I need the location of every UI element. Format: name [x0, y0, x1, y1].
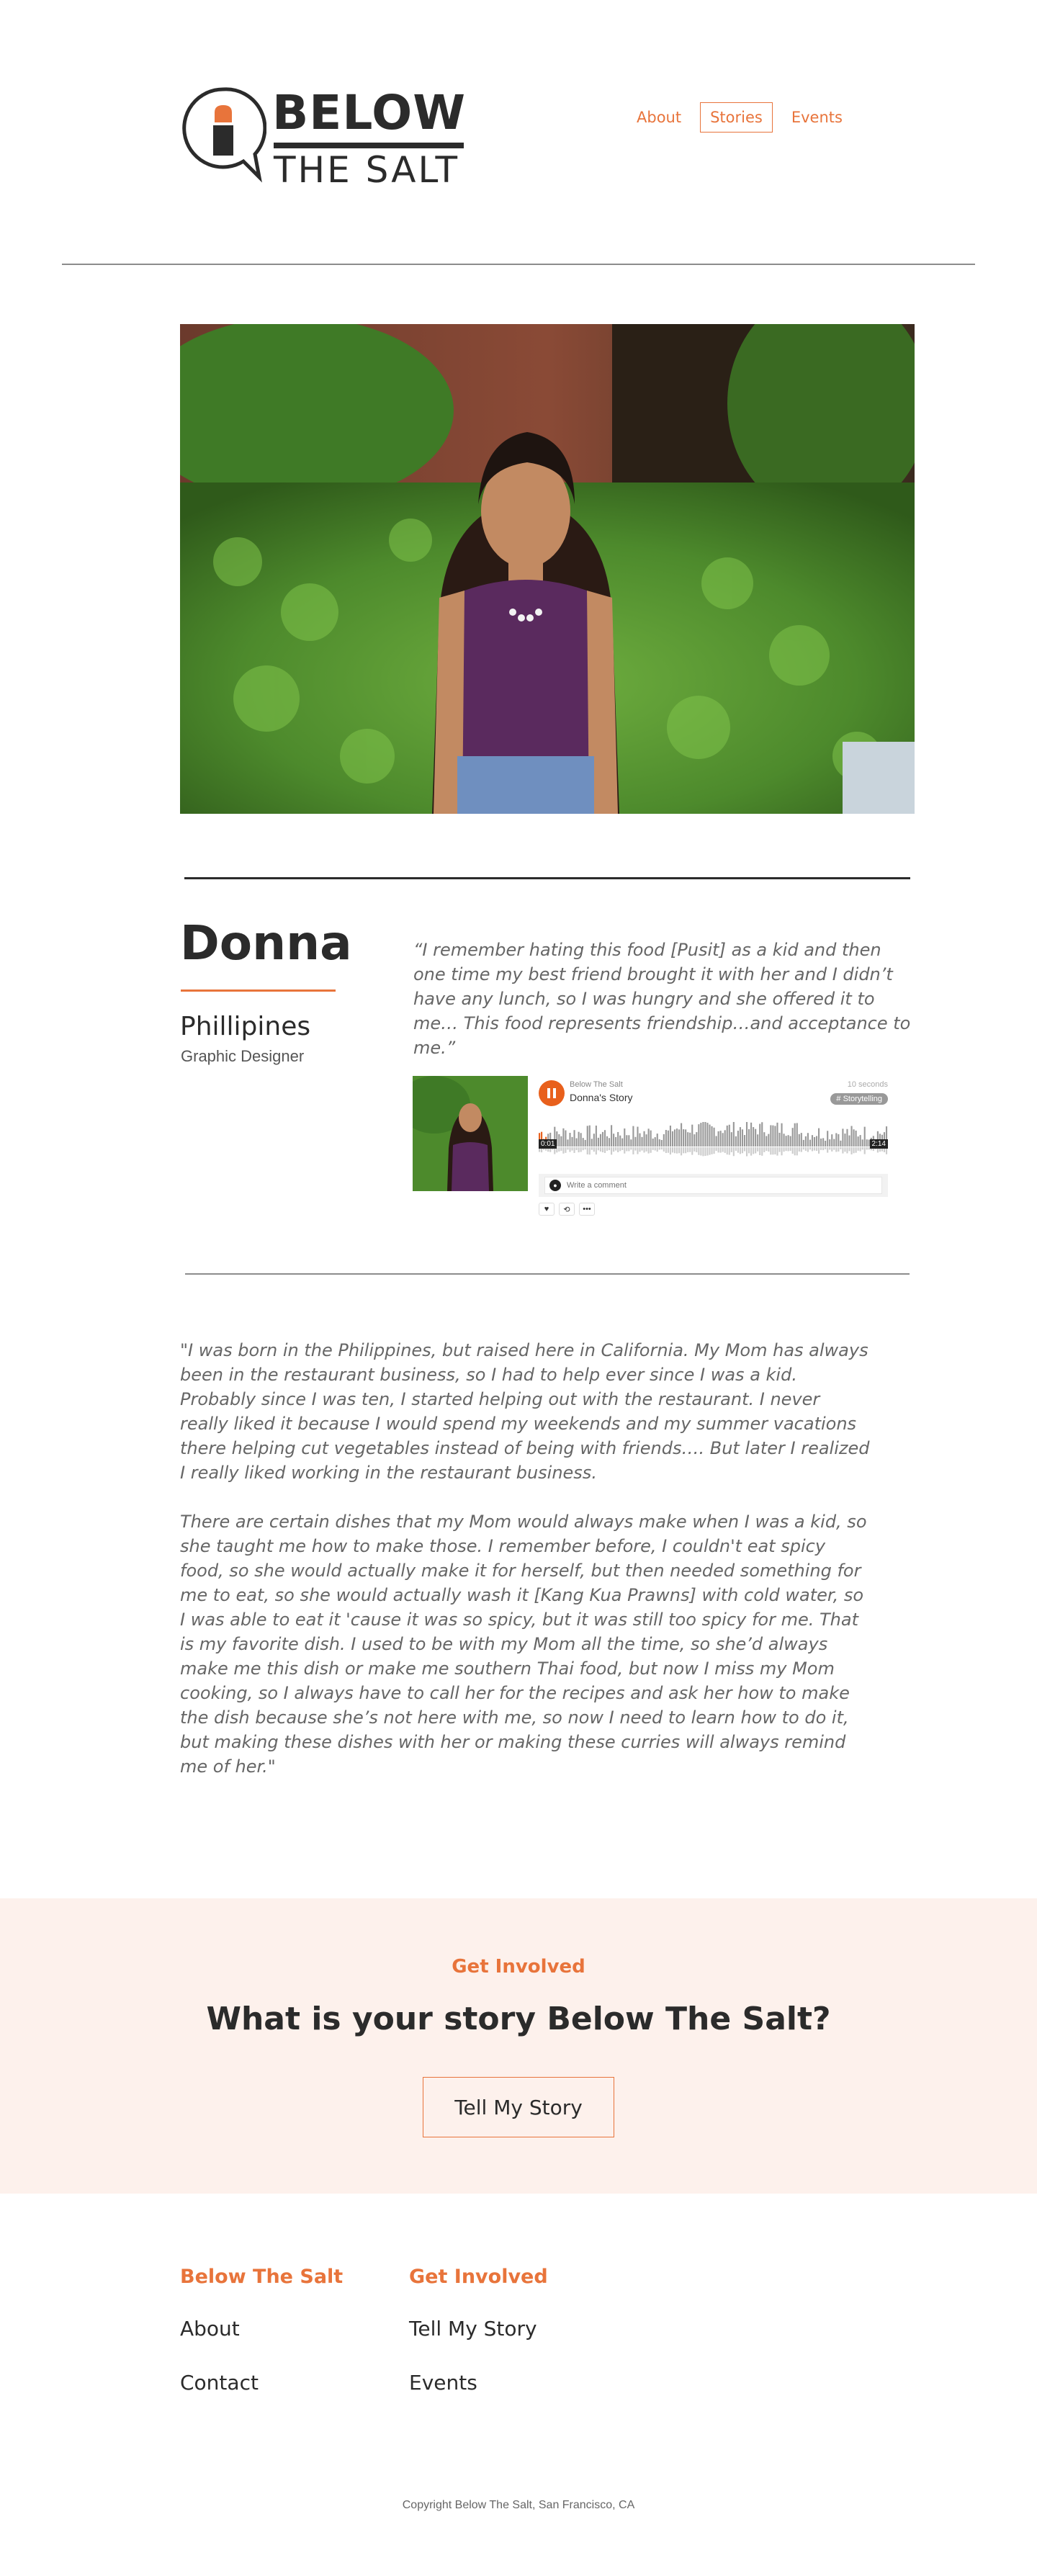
comment-field-wrapper [544, 1177, 882, 1194]
profile-name: Donna [180, 915, 352, 971]
brand-name-line1: BELOW [272, 85, 466, 140]
header-divider [62, 264, 975, 265]
site-header [0, 0, 1037, 265]
comment-bar [539, 1174, 888, 1197]
copyright: Copyright Below The Salt, San Francisco, CA [402, 2499, 635, 2511]
hero-photo [180, 324, 915, 814]
player-upload-age: 10 seconds [847, 1080, 888, 1089]
player-duration: 2:14 [870, 1139, 888, 1149]
story-paragraph: There are certain dishes that my Mom would always make when I was a kid, so she taught me how to make those. I remember before, I couldn't eat spicy food, so she would actually make it for herself, but then needed something for me to eat, so she would actually wash it [Kang Kua Prawns] with cold water, so I was able to eat it 'cause it was so spicy, but it was still too spicy for me. That is my favorite dish. I used to be with my Mom all the time, so she’d always make me this dish or make me southern Thai food, but now I miss my Mom cooking, so I always have to call her for the recipes and ask her how to make the dish because she’s not here with me, so now I need to learn how to do it, but making these dishes with her or making these curries will always remind me of her." [180, 1512, 867, 1777]
waveform-bars [539, 1122, 888, 1158]
pause-button[interactable] [539, 1080, 565, 1106]
nav-events[interactable]: Events [791, 109, 843, 126]
footer-link-tell-my-story[interactable]: Tell My Story [409, 2317, 537, 2341]
more-icon[interactable]: ••• [579, 1203, 595, 1216]
player-track-title[interactable]: Donna's Story [570, 1092, 633, 1103]
footer-heading: Below The Salt [180, 2266, 344, 2288]
footer-link-contact[interactable]: Contact [180, 2371, 259, 2395]
salt-shaker-speech-bubble-icon [180, 85, 266, 186]
footer-column-involved [409, 2266, 548, 2425]
story-body [180, 1338, 871, 1803]
portrait-illustration [180, 324, 915, 814]
player-waveform[interactable] [539, 1122, 888, 1158]
pause-icon [547, 1088, 556, 1098]
player-tag[interactable]: # Storytelling [830, 1093, 888, 1105]
footer-column-brand [180, 2266, 343, 2425]
story-divider [185, 1273, 910, 1275]
artwork-illustration [413, 1076, 528, 1191]
cta-kicker: Get Involved [452, 1956, 585, 1978]
footer-link-events[interactable]: Events [409, 2371, 477, 2395]
nav-stories[interactable]: Stories [700, 102, 773, 133]
audio-player [413, 1076, 888, 1227]
profile-top-divider [184, 877, 910, 879]
name-underline [181, 989, 336, 992]
get-involved-section [0, 1898, 1037, 2194]
heart-icon[interactable]: ♥ [539, 1203, 555, 1216]
tell-my-story-button[interactable]: Tell My Story [423, 2077, 614, 2137]
comment-avatar: ● [549, 1180, 561, 1191]
nav-about[interactable]: About [637, 109, 682, 126]
brand-divider [274, 143, 464, 148]
cta-title: What is your story Below The Salt? [206, 2001, 831, 2037]
comment-input[interactable] [567, 1181, 869, 1190]
profile-country: Phillipines [180, 1012, 311, 1041]
player-actions [539, 1203, 595, 1216]
brand-logo[interactable] [180, 85, 468, 191]
story-paragraph: "I was born in the Philippines, but raised here in California. My Mom has always been in the restaurant business, so I had to help ever since I was a kid. Probably since I was ten, I started helping out with the restaurant. I never really liked it because I would spend my weekends and my summer vacations there helping cut vegetables instead of being with friends…. But later I realized I really liked working in the restaurant business. [180, 1340, 870, 1483]
footer-link-about[interactable]: About [180, 2317, 240, 2341]
profile-role: Graphic Designer [181, 1047, 305, 1065]
player-elapsed-time: 0:01 [539, 1139, 557, 1149]
player-artwork [413, 1076, 528, 1191]
player-artist[interactable]: Below The Salt [570, 1080, 623, 1089]
brand-name-line2: THE SALT [274, 149, 460, 191]
profile-quote: “I remember hating this food [Pusit] as a kid and then one time my best friend brought it with her and I didn’t have any lunch, so I was hungry and she offered it to me… This food represents friendship…and acceptance to me.” [413, 940, 911, 1058]
main-nav [627, 101, 861, 134]
footer-heading: Get Involved [409, 2266, 548, 2288]
repost-icon[interactable]: ⟲ [559, 1203, 575, 1216]
